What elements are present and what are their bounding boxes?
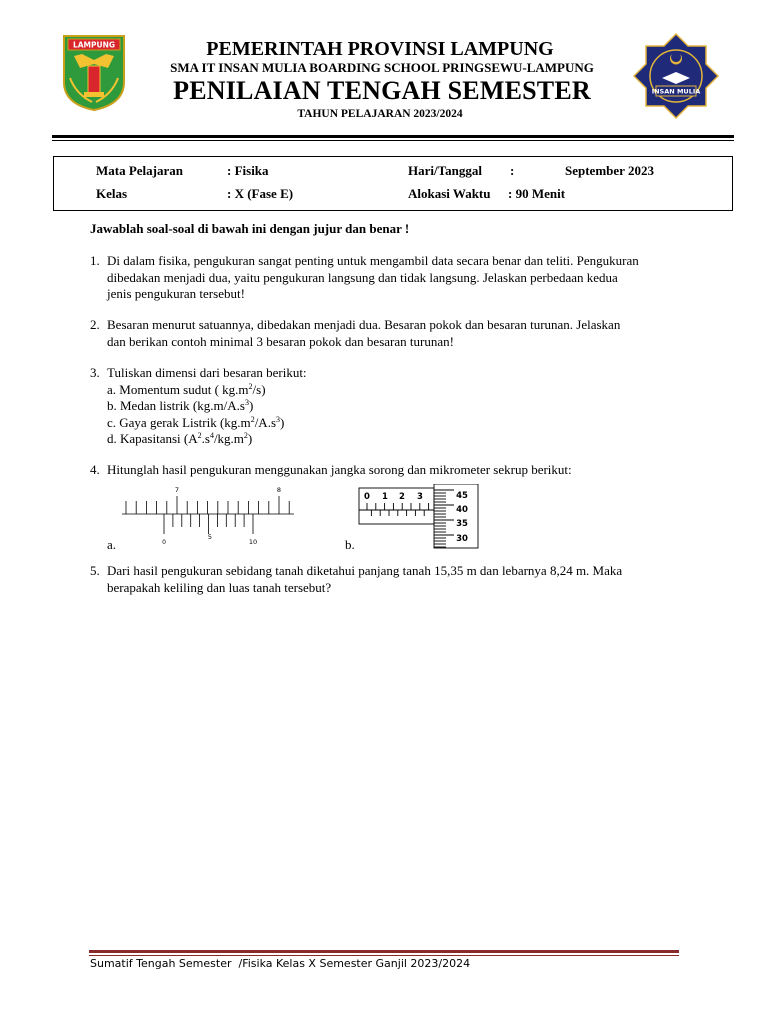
header-exam-title: PENILAIAN TENGAH SEMESTER — [173, 76, 591, 105]
q3a-sup: 2 — [248, 381, 253, 391]
q2-line1: Besaran menurut satuannya, dibedakan menjadi dua. Besaran pokok dan besaran turunan. Jelaskan — [107, 317, 621, 332]
q3d-mid2: /kg.m — [213, 431, 244, 446]
q3c-mid: /A.s — [254, 414, 276, 430]
q4-label-b: b. — [345, 537, 355, 552]
q1-line3: jenis pengukuran tersebut! — [107, 286, 245, 301]
caliper-vernier-label-5: 5 — [207, 533, 213, 541]
q3-item-a — [107, 382, 266, 399]
time-label: Alokasi Waktu — [408, 186, 491, 201]
q5-line2: berapakah keliling dan luas tanah tersebut? — [107, 579, 332, 595]
q4-line1: Hitunglah hasil pengukuran menggunakan jangka sorong dan mikrometer sekrup berikut: — [107, 462, 572, 477]
q3b-sup: 3 — [244, 398, 249, 407]
q3b-end: ) — [248, 398, 254, 413]
q1-line1: Di dalam fisika, pengukuran sangat penting untuk mengambil data secara benar dan teliti. Pengukuran — [107, 253, 639, 268]
q5-number: 5. — [90, 563, 100, 578]
caliper-vernier-label-0: 0 — [162, 539, 166, 546]
q3-line1: Tuliskan dimensi dari besaran berikut: — [107, 365, 307, 380]
q3d-end: ) — [247, 431, 253, 446]
date-colon: : — [510, 163, 515, 178]
q3a-end: /s) — [252, 381, 266, 397]
caliper-main-label-8: 8 — [276, 486, 282, 494]
thimble-label-40: 40 — [456, 505, 468, 515]
caliper-vernier-label-10: 10 — [248, 538, 258, 546]
thimble-label-30: 30 — [456, 534, 468, 544]
q2-line2: dan berikan contoh minimal 3 besaran pokok dan besaran turunan! — [107, 333, 454, 349]
micrometer-label-2: 2 — [399, 492, 405, 502]
micrometer-label-0: 0 — [364, 492, 370, 502]
q2-number: 2. — [90, 317, 100, 332]
micrometer-label-3: 3 — [417, 492, 423, 502]
q3-item-b — [107, 398, 253, 415]
caliper-main-ticks — [126, 496, 289, 514]
q3c-text: c. Gaya gerak Listrik (kg.m — [107, 414, 251, 430]
micrometer-label-1: 1 — [382, 492, 388, 502]
header-divider — [52, 135, 734, 138]
q4-label-a: a. — [107, 537, 117, 552]
thimble-label-35: 35 — [456, 519, 468, 529]
q3-item-d — [107, 431, 252, 448]
q5-line1: Dari hasil pengukuran sebidang tanah diketahui panjang tanah 15,35 m dan lebarnya 8,24 m. Maka — [107, 563, 623, 578]
header-school: SMA IT INSAN MULIA BOARDING SCHOOL PRINGSEWU-LAMPUNG — [170, 60, 594, 75]
q3d-sup1: 2 — [197, 431, 202, 440]
date-label: Hari/Tanggal — [408, 163, 482, 178]
footer-divider-thin — [89, 955, 679, 956]
caliper-vernier-ticks — [164, 514, 253, 534]
footer-divider — [89, 950, 679, 953]
footer-text: Sumatif Tengah Semester /Fisika Kelas X Semester Ganjil 2023/2024 — [90, 957, 471, 970]
header-government: PEMERINTAH PROVINSI LAMPUNG — [206, 38, 554, 60]
logo-right-label: INSAN MULIA — [651, 87, 701, 96]
caliper-main-label-7: 7 — [174, 486, 180, 494]
q3d-sup3: 2 — [243, 431, 248, 440]
q3c-end: ) — [280, 414, 285, 430]
q3d-text: d. Kapasitansi (A — [107, 431, 198, 446]
q3a-text: a. Momentum sudut ( kg.m — [107, 381, 249, 397]
date-value: September 2023 — [565, 163, 654, 178]
q1-line2: dibedakan menjadi dua, yaitu pengukuran langsung dan tidak langsung. Jelaskan perbedaan kedua — [107, 269, 618, 285]
class-label: Kelas — [96, 186, 128, 201]
q4-number: 4. — [90, 462, 100, 477]
q3c-sup1: 2 — [250, 414, 255, 424]
vernier-caliper-figure — [118, 482, 298, 548]
subject-value: : Fisika — [227, 163, 269, 178]
subject-label: Mata Pelajaran — [96, 163, 184, 178]
header-academic-year: TAHUN PELAJARAN 2023/2024 — [297, 108, 463, 120]
q3b-text: b. Medan listrik (kg.m/A.s — [107, 398, 245, 413]
thimble-label-45: 45 — [456, 491, 468, 501]
q3-item-c — [107, 415, 284, 432]
q3-number: 3. — [90, 365, 100, 380]
q3d-mid1: .s — [201, 431, 210, 446]
instruction: Jawablah soal-soal di bawah ini dengan jujur dan benar ! — [90, 221, 410, 236]
class-value: : X (Fase E) — [227, 186, 294, 201]
q3d-sup2: 4 — [209, 431, 214, 440]
logo-left-label: LAMPUNG — [72, 40, 116, 50]
header-divider-thin — [52, 140, 734, 141]
q3c-sup2: 3 — [276, 414, 280, 424]
q1-number: 1. — [90, 253, 100, 268]
micrometer-sleeve-ticks — [367, 503, 429, 516]
micrometer-figure — [358, 484, 484, 550]
time-value: : 90 Menit — [508, 186, 566, 201]
